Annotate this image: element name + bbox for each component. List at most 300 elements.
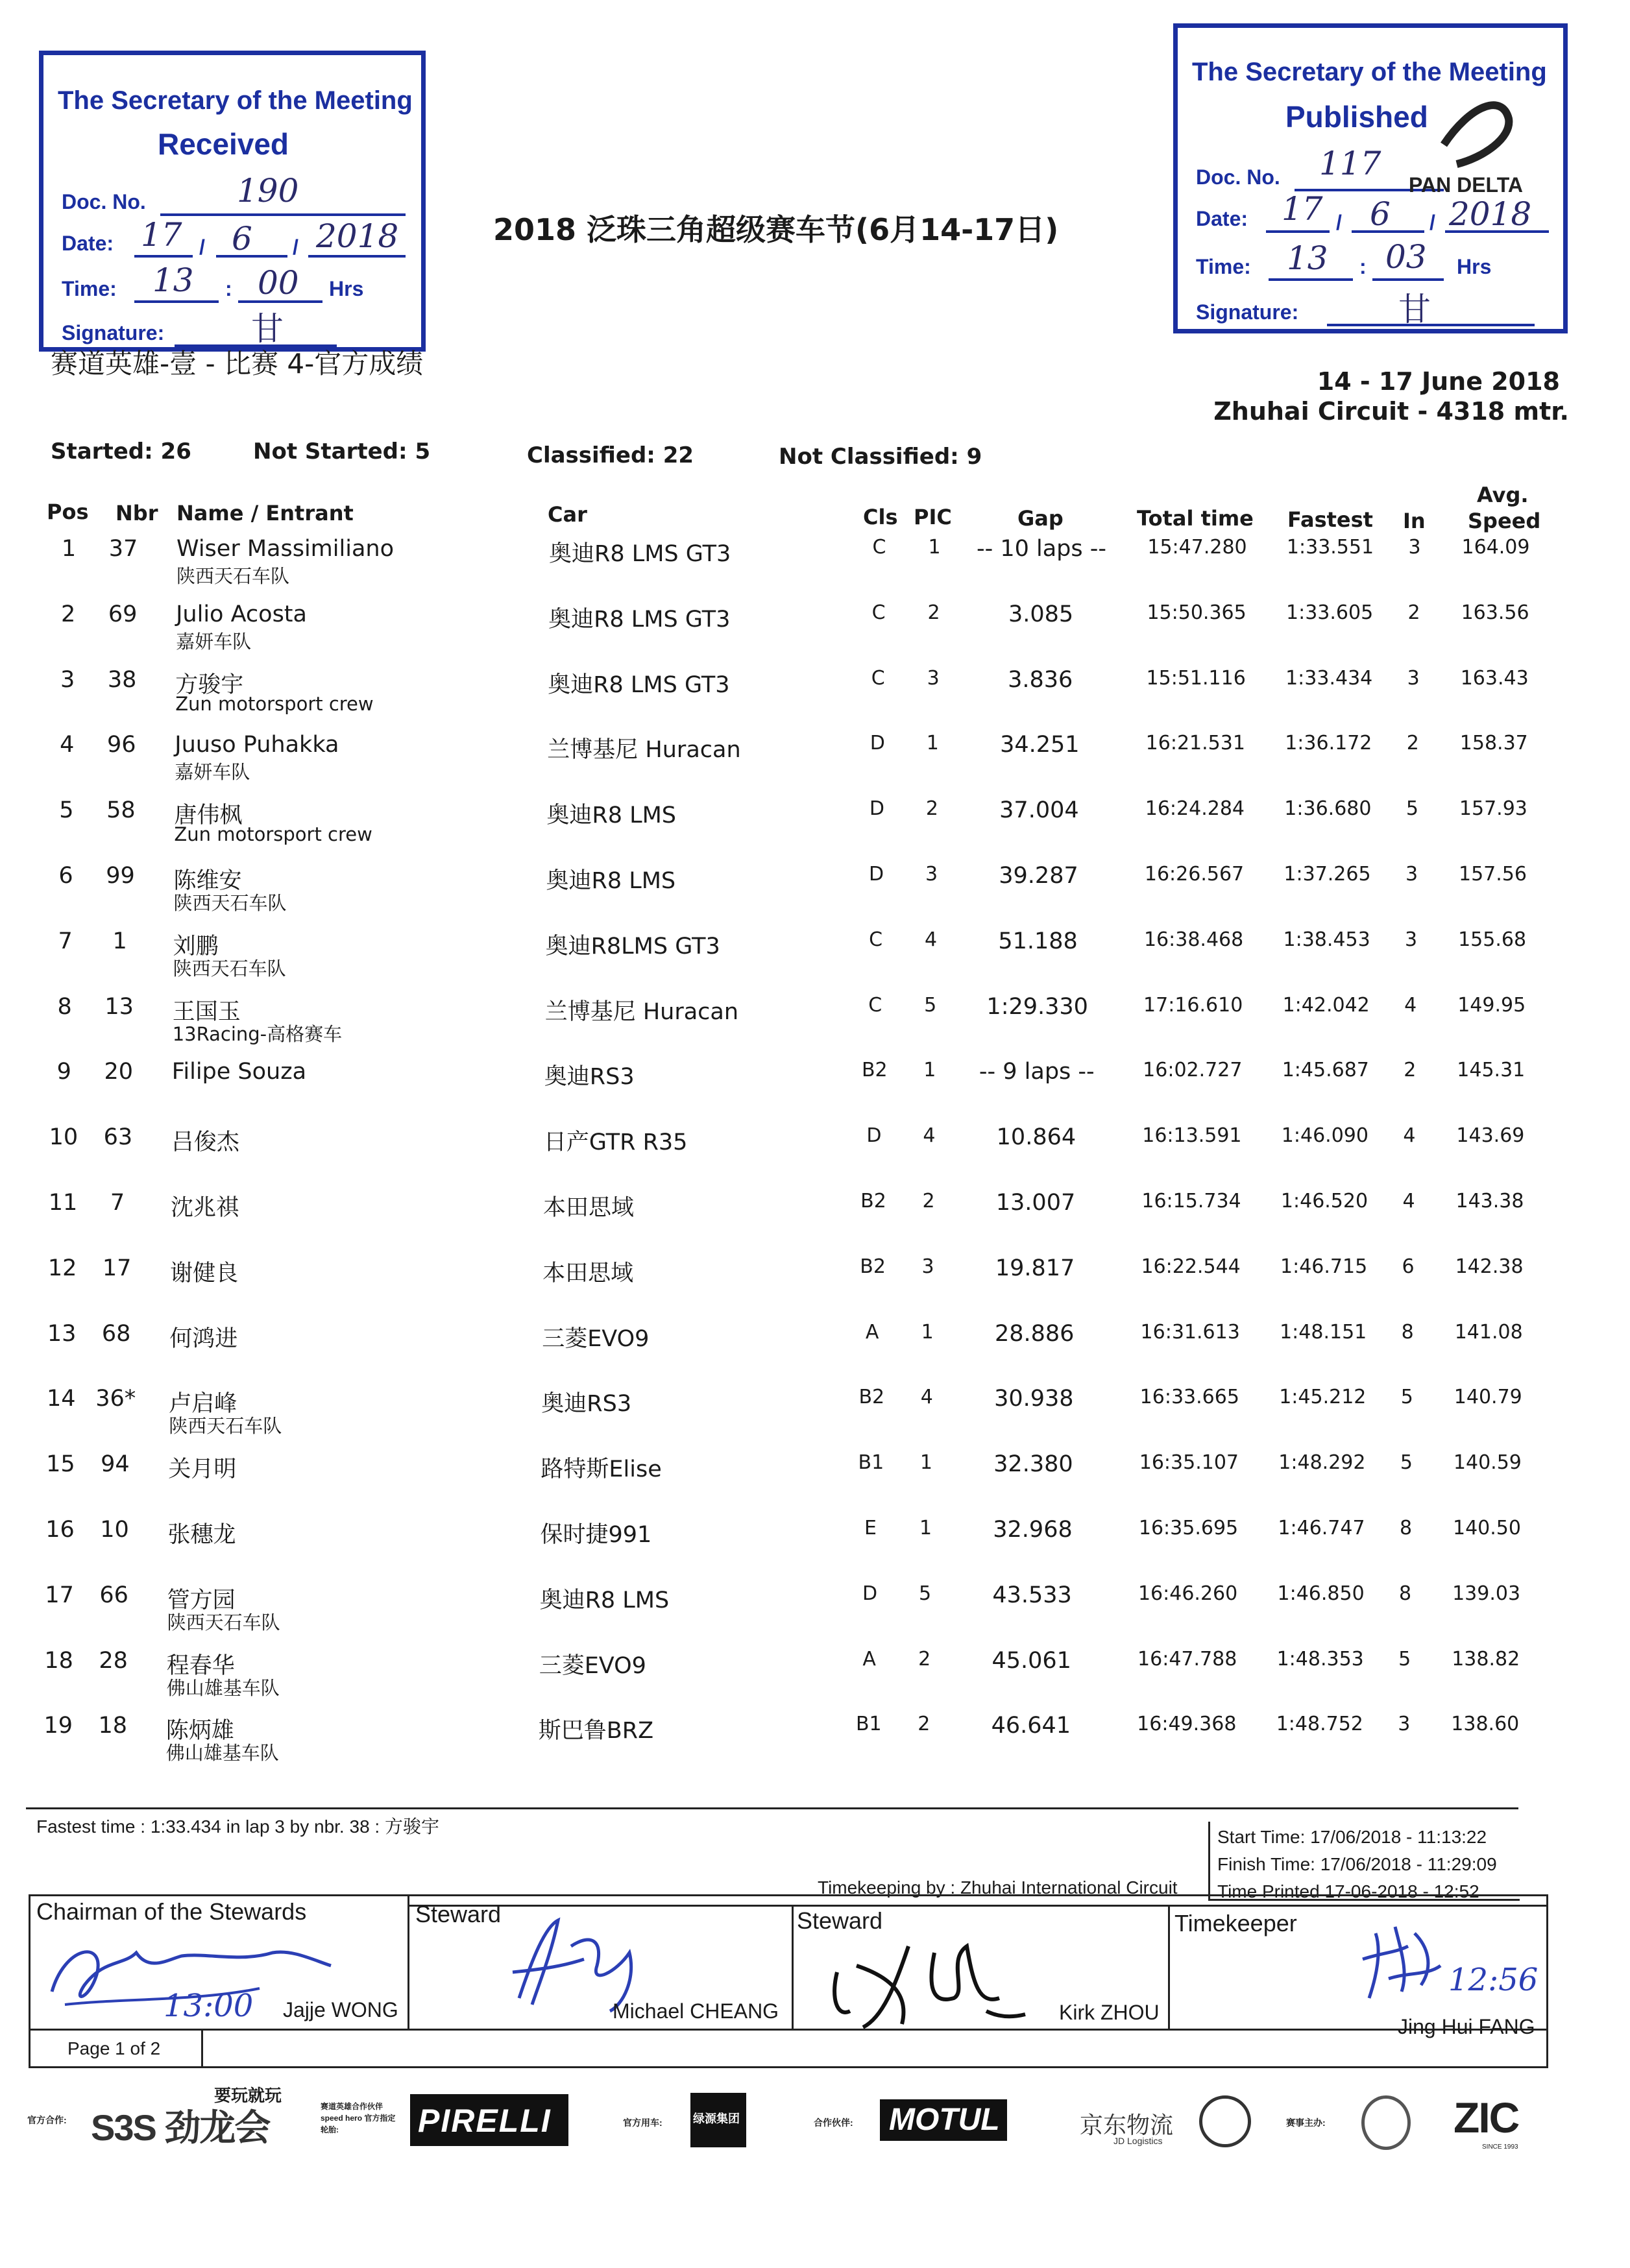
row-driver-name: Juuso Puhakka (175, 732, 339, 758)
row-entrant: 陕西天石车队 (176, 565, 290, 587)
row-nbr: 66 (99, 1582, 128, 1608)
fastest-time-note: Fastest time : 1:33.434 in lap 3 by nbr. 38 : 方骏宇 (36, 1816, 439, 1837)
row-nbr: 68 (101, 1320, 131, 1347)
row-class: B2 (860, 1255, 886, 1278)
doc-label: Doc. No. (62, 190, 146, 213)
circuit-info: Zhuhai Circuit - 4318 mtr. (1213, 397, 1569, 426)
row-pos: 16 (45, 1517, 75, 1543)
row-total-time: 15:51.116 (1146, 666, 1246, 690)
row-fastest-in-lap: 3 (1405, 863, 1418, 886)
row-car: 本田思域 (542, 1260, 634, 1286)
table-row (0, 1190, 1630, 1255)
doc-label: Doc. No. (1196, 165, 1280, 189)
col-gap: Gap (1017, 506, 1064, 531)
row-gap: 28.886 (994, 1320, 1075, 1347)
row-class: C (869, 928, 883, 951)
row-car: 奥迪R8 LMS (546, 868, 676, 894)
row-fastest-lap: 1:33.551 (1286, 536, 1374, 559)
row-avg-speed: 143.38 (1455, 1190, 1524, 1212)
row-nbr: 17 (102, 1255, 132, 1281)
table-row (0, 601, 1630, 666)
row-pos: 8 (57, 993, 72, 1020)
row-class: D (870, 732, 885, 755)
row-driver-name: 谢健良 (170, 1260, 239, 1286)
row-car: 日产GTR R35 (543, 1129, 688, 1156)
row-fastest-in-lap: 8 (1399, 1517, 1413, 1539)
row-driver-name: 吕俊杰 (171, 1129, 239, 1156)
row-gap: -- 9 laps -- (979, 1059, 1095, 1085)
steward-1-name: Michael CHEANG (613, 1999, 779, 2023)
row-avg-speed: 157.56 (1459, 863, 1527, 886)
row-pic: 3 (927, 666, 940, 690)
row-pic: 5 (919, 1582, 932, 1605)
stamp-title: The Secretary of the Meeting (1192, 58, 1547, 86)
row-fastest-lap: 1:46.520 (1280, 1190, 1368, 1212)
row-driver-name: 陈维安 (173, 868, 242, 894)
row-avg-speed: 140.50 (1453, 1517, 1521, 1539)
row-nbr: 96 (107, 732, 136, 758)
row-nbr: 13 (104, 993, 134, 1020)
row-pic: 1 (928, 536, 941, 559)
row-nbr: 69 (108, 601, 138, 627)
row-avg-speed: 138.82 (1452, 1647, 1520, 1671)
row-car: 奥迪R8 LMS GT3 (549, 541, 731, 567)
page-box (29, 2031, 1548, 2068)
row-nbr: 58 (106, 797, 136, 824)
row-total-time: 16:22.544 (1141, 1255, 1241, 1278)
row-gap: 30.938 (994, 1386, 1074, 1412)
row-entrant: 陕西天石车队 (167, 1611, 280, 1634)
col-car: Car (548, 502, 587, 527)
row-pic: 4 (925, 928, 938, 951)
row-nbr: 94 (101, 1451, 130, 1478)
row-pos: 7 (58, 928, 73, 954)
row-class: D (868, 863, 884, 886)
row-pos: 17 (45, 1582, 74, 1608)
row-class: C (871, 666, 885, 690)
row-class: B2 (861, 1059, 888, 1082)
table-row (0, 1255, 1630, 1320)
row-entrant: 佛山雄基车队 (165, 1742, 279, 1765)
row-total-time: 16:49.368 (1137, 1713, 1237, 1736)
row-fastest-lap: 1:48.752 (1276, 1713, 1363, 1736)
sponsor-1-slogan: 要玩就玩 (214, 2086, 282, 2105)
row-total-time: 16:31.613 (1140, 1320, 1240, 1344)
row-total-time: 15:50.365 (1147, 601, 1247, 624)
steward-2-name: Kirk ZHOU (1059, 2001, 1160, 2024)
row-nbr: 20 (104, 1059, 134, 1085)
row-fastest-lap: 1:38.453 (1283, 928, 1370, 951)
row-avg-speed: 149.95 (1457, 993, 1526, 1017)
row-total-time: 15:47.280 (1147, 536, 1247, 559)
row-avg-speed: 157.93 (1459, 797, 1527, 821)
row-pic: 2 (925, 797, 938, 821)
row-car: 奥迪R8 LMS (546, 802, 677, 829)
row-fastest-lap: 1:48.353 (1276, 1647, 1364, 1671)
row-total-time: 16:35.107 (1139, 1451, 1239, 1475)
row-fastest-lap: 1:46.747 (1278, 1517, 1365, 1539)
date-label: Date: (62, 232, 114, 255)
chairman-name: Jajje WONG (283, 1998, 398, 2021)
row-gap: 32.968 (993, 1517, 1073, 1543)
row-fastest-lap: 1:48.151 (1280, 1320, 1367, 1344)
row-total-time: 16:13.591 (1142, 1124, 1242, 1148)
not-classified-count: Not Classified: 9 (779, 444, 982, 470)
row-gap: 39.287 (999, 863, 1078, 889)
row-gap: 34.251 (1000, 732, 1080, 758)
row-fastest-lap: 1:46.850 (1277, 1582, 1365, 1605)
row-avg-speed: 163.43 (1460, 666, 1529, 690)
row-avg-speed: 163.56 (1461, 601, 1529, 624)
row-avg-speed: 145.31 (1457, 1059, 1526, 1082)
col-avg: Avg. (1477, 483, 1529, 507)
published-stamp: The Secretary of the Meeting Published Doc. No. 117 PAN DELTA Date: 17 / 6 / 2018 Time: 13 : 03 Hrs Signature: 甘 (1173, 23, 1568, 333)
row-nbr: 28 (99, 1647, 128, 1674)
row-driver-name: 沈兆祺 (171, 1195, 239, 1221)
row-driver-name: Filipe Souza (171, 1059, 307, 1085)
row-driver-name: 关月明 (168, 1456, 237, 1483)
row-pic: 2 (918, 1713, 931, 1736)
pen-stroke-mark (1431, 67, 1522, 171)
time-label: Time: (1196, 255, 1251, 278)
row-driver-name: 唐伟枫 (174, 802, 243, 829)
row-gap: 32.380 (993, 1451, 1073, 1478)
row-car: 保时捷991 (540, 1522, 652, 1548)
timekeeping-by: Timekeeping by : Zhuhai International Circuit (818, 1877, 1178, 1898)
row-avg-speed: 141.08 (1454, 1320, 1523, 1344)
row-entrant: 陕西天石车队 (173, 892, 287, 914)
row-driver-name: 王国玉 (172, 998, 241, 1025)
row-avg-speed: 138.60 (1451, 1713, 1520, 1736)
row-total-time: 16:26.567 (1144, 863, 1245, 886)
row-fastest-lap: 1:48.292 (1278, 1451, 1366, 1475)
row-fastest-in-lap: 5 (1400, 1386, 1413, 1409)
doc-number: 190 (237, 172, 299, 210)
sponsor-4-label: 合作伙伴: (814, 2117, 853, 2128)
row-fastest-lap: 1:33.605 (1286, 601, 1374, 624)
row-entrant: 13Racing-高格赛车 (172, 1022, 343, 1045)
col-total-time: Total time (1137, 506, 1254, 531)
row-class: B2 (860, 1190, 886, 1212)
row-gap: 3.085 (1008, 601, 1074, 627)
row-fastest-in-lap: 2 (1404, 1059, 1417, 1082)
row-car: 奥迪R8LMS GT3 (545, 933, 720, 959)
row-avg-speed: 139.03 (1452, 1582, 1521, 1605)
row-fastest-in-lap: 4 (1404, 993, 1417, 1017)
row-fastest-lap: 1:36.680 (1284, 797, 1372, 821)
row-avg-speed: 140.79 (1454, 1386, 1522, 1409)
row-car: 奥迪RS3 (544, 1064, 635, 1091)
row-nbr: 36* (95, 1386, 136, 1412)
row-fastest-lap: 1:36.172 (1285, 732, 1372, 755)
row-pic: 2 (927, 601, 940, 624)
row-pos: 14 (47, 1386, 76, 1412)
row-pos: 13 (47, 1320, 77, 1347)
row-fastest-lap: 1:46.715 (1280, 1255, 1368, 1278)
time-label: Time: (62, 277, 117, 300)
sponsor-2-label: 赛道英雄合作伙伴 speed hero 官方指定轮胎: (321, 2102, 396, 2134)
col-nbr: Nbr (116, 501, 158, 525)
row-fastest-lap: 1:45.212 (1279, 1386, 1367, 1409)
row-pic: 4 (923, 1124, 936, 1148)
stamp-status: Published (1285, 100, 1428, 134)
timekeeper-label: Timekeeper (1174, 1910, 1297, 1936)
row-car: 斯巴鲁BRZ (538, 1718, 654, 1744)
time-printed: Time Printed 17-06-2018 - 12:52 (1217, 1881, 1479, 1901)
row-fastest-in-lap: 4 (1403, 1124, 1416, 1148)
row-pos: 18 (44, 1647, 73, 1674)
chairman-sign-time: 13:00 (164, 1988, 254, 2024)
table-row (0, 1059, 1630, 1124)
table-row (0, 928, 1630, 993)
steward-1-label: Steward (415, 1901, 502, 1927)
row-avg-speed: 143.69 (1456, 1124, 1525, 1148)
row-car: 兰博基尼 Huracan (544, 998, 739, 1025)
row-nbr: 10 (100, 1517, 129, 1543)
row-class: D (866, 1124, 882, 1148)
table-row (0, 1124, 1630, 1189)
row-driver-name: 刘鹏 (173, 933, 219, 959)
row-avg-speed: 158.37 (1459, 732, 1528, 755)
classified-count: Classified: 22 (527, 442, 694, 468)
row-avg-speed: 140.59 (1453, 1451, 1522, 1475)
not-started-count: Not Started: 5 (253, 439, 431, 464)
col-cls: Cls (863, 505, 898, 529)
row-gap: 13.007 (995, 1190, 1076, 1216)
date-label: Date: (1196, 207, 1248, 230)
row-nbr: 1 (112, 928, 127, 954)
row-class: E (864, 1517, 877, 1539)
row-pic: 5 (924, 993, 937, 1017)
table-row (0, 536, 1630, 601)
timekeeper-signature (1356, 1914, 1447, 2005)
row-fastest-lap: 1:45.687 (1282, 1059, 1369, 1082)
row-car: 路特斯Elise (541, 1456, 662, 1483)
row-gap: 46.641 (991, 1713, 1071, 1739)
row-car: 本田思域 (543, 1195, 635, 1221)
row-fastest-lap: 1:42.042 (1282, 993, 1370, 1017)
row-pos: 19 (43, 1713, 73, 1739)
row-gap: 19.817 (995, 1255, 1075, 1281)
row-driver-name: 程春华 (166, 1652, 235, 1679)
row-driver-name: Wiser Massimiliano (176, 536, 394, 562)
row-pic: 1 (919, 1451, 932, 1475)
row-class: C (871, 601, 886, 624)
row-car: 奥迪R8 LMS GT3 (548, 671, 730, 698)
row-pic: 4 (920, 1386, 933, 1409)
event-dates: 14 - 17 June 2018 (1317, 367, 1560, 396)
table-row (0, 863, 1630, 928)
row-driver-name: 张穗龙 (167, 1522, 236, 1548)
timekeeper-sign-time: 12:56 (1448, 1962, 1539, 1998)
row-entrant: Zun motorsport crew (174, 823, 372, 846)
row-total-time: 16:35.695 (1138, 1517, 1239, 1539)
row-fastest-in-lap: 5 (1400, 1451, 1413, 1475)
row-entrant: 嘉妍车队 (175, 761, 250, 784)
sponsor-emblem-icon (1199, 2095, 1251, 2147)
row-pos: 1 (61, 536, 77, 562)
row-pos: 4 (60, 732, 75, 758)
row-nbr: 37 (108, 536, 138, 562)
row-total-time: 17:16.610 (1143, 993, 1243, 1017)
row-fastest-in-lap: 3 (1407, 666, 1420, 690)
row-pos: 3 (60, 666, 75, 693)
row-gap: 10.864 (996, 1124, 1077, 1151)
row-fastest-lap: 1:46.090 (1281, 1124, 1368, 1148)
steward-2-label: Steward (797, 1907, 883, 1934)
row-total-time: 16:02.727 (1143, 1059, 1243, 1082)
row-class: D (862, 1582, 878, 1605)
row-class: A (862, 1647, 876, 1671)
row-fastest-in-lap: 3 (1398, 1713, 1411, 1736)
row-car: 奥迪RS3 (541, 1391, 632, 1418)
row-pos: 12 (47, 1255, 77, 1281)
signature-label: Signature: (1196, 300, 1299, 324)
col-speed: Speed (1468, 509, 1541, 533)
timekeeper-name: Jing Hui FANG (1398, 2015, 1535, 2038)
row-driver-name: 何鸿进 (169, 1325, 238, 1352)
row-gap: 1:29.330 (986, 993, 1088, 1020)
table-row (0, 797, 1630, 862)
row-driver-name: 卢启峰 (169, 1391, 237, 1418)
row-total-time: 16:33.665 (1139, 1386, 1239, 1409)
row-fastest-in-lap: 5 (1398, 1647, 1411, 1671)
row-pic: 2 (918, 1647, 931, 1671)
row-gap: -- 10 laps -- (976, 536, 1107, 562)
row-pos: 9 (56, 1059, 71, 1085)
chairman-label: Chairman of the Stewards (36, 1898, 307, 1925)
row-pic: 1 (919, 1517, 932, 1539)
row-car: 奥迪R8 LMS GT3 (548, 606, 731, 633)
row-fastest-in-lap: 4 (1402, 1190, 1415, 1212)
row-driver-name: 方骏宇 (175, 671, 244, 698)
row-class: C (868, 993, 882, 1017)
row-gap: 37.004 (999, 797, 1079, 824)
table-row (0, 1517, 1630, 1582)
row-total-time: 16:15.734 (1141, 1190, 1241, 1212)
table-row (0, 1451, 1630, 1516)
row-total-time: 16:38.468 (1143, 928, 1244, 951)
row-pic: 3 (925, 863, 938, 886)
row-class: B1 (855, 1713, 882, 1736)
table-row (0, 732, 1630, 797)
row-total-time: 16:24.284 (1145, 797, 1245, 821)
row-pos: 6 (58, 863, 73, 889)
sponsor-3-label: 官方用车: (623, 2117, 663, 2128)
row-pos: 10 (49, 1124, 79, 1151)
row-fastest-in-lap: 3 (1408, 536, 1421, 559)
table-row (0, 1321, 1630, 1386)
col-name: Name / Entrant (176, 501, 354, 525)
col-pic: PIC (914, 505, 952, 529)
row-fastest-in-lap: 3 (1405, 928, 1418, 951)
row-car: 三菱EVO9 (539, 1652, 646, 1679)
row-gap: 45.061 (991, 1647, 1071, 1674)
table-row (0, 994, 1630, 1059)
col-in: In (1403, 509, 1426, 533)
row-pic: 1 (923, 1059, 936, 1082)
stamp-title: The Secretary of the Meeting (58, 86, 413, 115)
row-pic: 3 (921, 1255, 934, 1278)
row-avg-speed: 142.38 (1455, 1255, 1524, 1278)
row-fastest-in-lap: 6 (1402, 1255, 1415, 1278)
signature-label: Signature: (62, 321, 165, 344)
row-total-time: 16:47.788 (1137, 1647, 1237, 1671)
row-nbr: 7 (110, 1190, 125, 1216)
organizer-emblem-icon (1361, 2095, 1411, 2150)
started-count: Started: 26 (51, 439, 191, 464)
row-pos: 2 (60, 601, 76, 627)
jd-logistics-logo: 京东物流 (1080, 2112, 1174, 2138)
row-pos: 11 (48, 1190, 78, 1216)
row-total-time: 16:21.531 (1145, 732, 1245, 755)
sponsor-6-label: 赛事主办: (1286, 2117, 1326, 2128)
sponsor-1-logo: S3S 劲龙会 (91, 2107, 270, 2148)
sponsor-1-label: 官方合作: (27, 2115, 67, 2125)
col-pos: Pos (47, 500, 89, 524)
row-fastest-in-lap: 5 (1405, 797, 1418, 821)
col-fastest: Fastest (1287, 507, 1373, 532)
row-driver-name: 陈炳雄 (165, 1718, 234, 1744)
row-nbr: 18 (98, 1713, 128, 1739)
row-entrant: Zun motorsport crew (175, 692, 374, 715)
finish-time: Finish Time: 17/06/2018 - 11:29:09 (1217, 1854, 1497, 1874)
zic-logo: ZIC (1454, 2093, 1519, 2141)
row-fastest-lap: 1:37.265 (1283, 863, 1371, 886)
doc-number: 117 (1319, 145, 1381, 182)
row-fastest-lap: 1:33.434 (1285, 666, 1373, 690)
row-car: 三菱EVO9 (542, 1325, 650, 1352)
table-row (0, 1648, 1630, 1713)
row-car: 兰博基尼 Huracan (547, 737, 741, 764)
row-pic: 2 (922, 1190, 935, 1212)
stamp-status: Received (158, 127, 289, 161)
row-class: B2 (858, 1386, 885, 1409)
row-entrant: 陕西天石车队 (169, 1415, 282, 1438)
row-avg-speed: 164.09 (1461, 536, 1530, 559)
row-nbr: 38 (107, 666, 137, 693)
row-pos: 15 (46, 1451, 75, 1478)
row-gap: 51.188 (998, 928, 1078, 954)
table-row (0, 1713, 1630, 1778)
row-car: 奥迪R8 LMS (539, 1587, 670, 1613)
row-gap: 43.533 (992, 1582, 1072, 1608)
row-class: C (872, 536, 886, 559)
doc-extra: PAN DELTA (1409, 173, 1523, 197)
received-stamp: The Secretary of the Meeting Received Doc. No. 190 Date: 17 / 6 / 2018 Time: 13 : 00 Hrs Signature: 甘 (39, 51, 426, 352)
row-entrant: 佛山雄基车队 (166, 1676, 280, 1699)
row-pos: 5 (59, 797, 74, 824)
row-nbr: 63 (103, 1124, 133, 1151)
row-fastest-in-lap: 8 (1401, 1320, 1414, 1344)
event-title: 2018 泛珠三角超级赛车节(6月14-17日) (493, 212, 1059, 247)
row-driver-name: Julio Acosta (176, 601, 307, 627)
row-pic: 1 (926, 732, 939, 755)
row-avg-speed: 155.68 (1458, 928, 1527, 951)
row-fastest-in-lap: 8 (1399, 1582, 1412, 1605)
steward-2-signature (818, 1920, 1038, 2031)
row-nbr: 99 (106, 863, 135, 889)
row-total-time: 16:46.260 (1137, 1582, 1238, 1605)
table-row (0, 667, 1630, 732)
row-class: B1 (858, 1451, 884, 1475)
table-row (0, 1582, 1630, 1647)
row-entrant: 陕西天石车队 (173, 957, 286, 980)
row-entrant: 嘉妍车队 (176, 630, 252, 653)
table-row (0, 1386, 1630, 1451)
row-class: A (865, 1320, 879, 1344)
race-subtitle: 赛道英雄-壹 - 比赛 4-官方成绩 (51, 348, 424, 380)
